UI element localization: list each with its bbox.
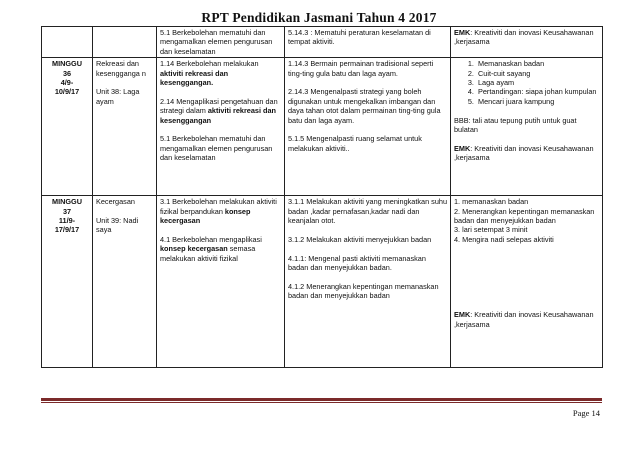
list-item: 2. Cuit-cuit sayang [476,69,599,78]
emk-text: : Kreativiti dan inovasi Keusahawanan ,kerjasama [454,310,594,329]
page-title: RPT Pendidikan Jasmani Tahun 4 2017 [201,10,437,25]
list-item: 1. memanaskan badan [454,197,529,207]
list-item: 2. Menerangkan kepentingan memanaskan badan dan menyejukkan badan [454,206,595,226]
table-row [42,196,603,368]
sk-item: 2.14.3 Mengenalpasti strategi yang boleh digunakan untuk mengekalkan imbangan dan daya tahan otot dalam permainan ting-ting gula batu dan laga ayam. [288,87,441,125]
standard-kandungan-cell [285,196,451,368]
emk-label: EMK [454,143,471,153]
unit-text: Unit 39: Nadi saya [96,216,139,235]
aktiviti-cell [451,27,603,58]
emk-text: : Kreativiti dan inovasi Keusahawanan ,kerjasama [454,143,594,163]
minggu-label: MINGGU [52,59,82,69]
emk-label: EMK [454,28,471,37]
minggu-cell [42,58,93,196]
sk-item: 1.14.3 Bermain permainan tradisional seperti ting-ting gula batu dan laga ayam. [288,59,434,78]
emk-line [454,144,599,163]
standard-pembelajaran-cell [157,58,285,196]
minggu-cell [42,196,93,368]
tema-text: Rekreasi dan kesengganga n [96,59,146,78]
table-row [42,27,603,58]
sk-text: 5.14.3 : Mematuhi peraturan keselamatan di tempat aktiviti. [288,28,431,47]
tema-cell [93,196,157,368]
tema-text: Kecergasan [96,197,135,207]
sp-item: 4.1 Berkebolehan mengaplikasi konsep kecergasan semasa melakukan aktiviti fizikal [160,234,262,263]
sk-item: 3.1.2 Melakukan aktiviti menyejukkan badan [288,234,432,244]
table-row [42,58,603,196]
sk-item: 4.1.2 Menerangkan kepentingan memanaskan badan dan menyejukkan badan [288,281,439,301]
bbb-text: BBB: tali atau tepung putih untuk guat bulatan [454,115,577,135]
footer-divider [41,398,602,401]
minggu-date-end: 10/9/17 [54,87,80,97]
aktiviti-list [454,59,599,106]
sp-item: 3.1 Berkebolehan melakukan aktiviti fizikal berpandukan konsep kecergasan [160,197,277,226]
emk-line [454,28,599,47]
tema-cell [93,58,157,196]
list-item: 4. Mengira nadi selepas aktiviti [454,234,554,244]
standard-kandungan-cell [285,58,451,196]
emk-line [454,310,599,329]
sp-text: 5.1 Berkebolehan mematuhi dan mengamalkan elemen pengurusan dan keselamatan [160,28,273,56]
list-item: 3. lari setempat 3 minit [454,225,528,235]
footer-divider-thin [41,402,602,403]
sk-item: 5.1.5 Mengenalpasti ruang selamat untuk melakukan aktiviti.. [288,134,422,153]
rpt-table [41,26,603,368]
unit-text: Unit 38: Laga ayam [96,87,140,106]
sp-item: 2.14 Mengaplikasi pengetahuan dan strategi dalam aktiviti rekreasi dan kesenggangan [160,96,278,125]
emk-label: EMK [454,310,471,320]
standard-pembelajaran-cell [157,27,285,58]
minggu-date-start: 11/9- [58,216,76,226]
minggu-date-end: 17/9/17 [54,225,80,235]
list-item: 4. Pertandingan: siapa johan kumpulan [476,87,599,96]
sk-item: 3.1.1 Melakukan aktiviti yang meningkatkan suhu badan ,kadar pernafasan,kadar nadi dan keanjalan otot. [288,197,448,226]
standard-kandungan-cell [285,27,451,58]
emk-text: : Kreativiti dan inovasi Keusahawanan ,kerjasama [454,28,594,47]
standard-pembelajaran-cell [157,196,285,368]
page-number: Page 14 [572,408,600,418]
tema-cell [93,27,157,58]
list-item: 5. Mencari juara kampung [476,97,599,106]
list-item: 3. Laga ayam [476,78,599,87]
list-item: 1. Memanaskan badan [476,59,599,68]
minggu-label: MINGGU [52,197,82,207]
minggu-number: 37 [62,206,72,216]
minggu-cell [42,27,93,58]
sp-item: 1.14 Berkebolehan melakukan aktiviti rekreasi dan kesenggangan. [160,59,259,88]
aktiviti-list [454,197,599,244]
aktiviti-cell [451,196,603,368]
sk-item: 4.1.1: Mengenal pasti aktiviti memanaskan badan dan menyejukkan badan. [288,253,426,273]
minggu-number: 36 [62,68,72,78]
minggu-date-start: 4/9- [60,78,74,88]
sp-item: 5.1 Berkebolehan mematuhi dan mengamalkan elemen pengurusan dan keselamatan [160,134,273,163]
aktiviti-cell [451,58,603,196]
